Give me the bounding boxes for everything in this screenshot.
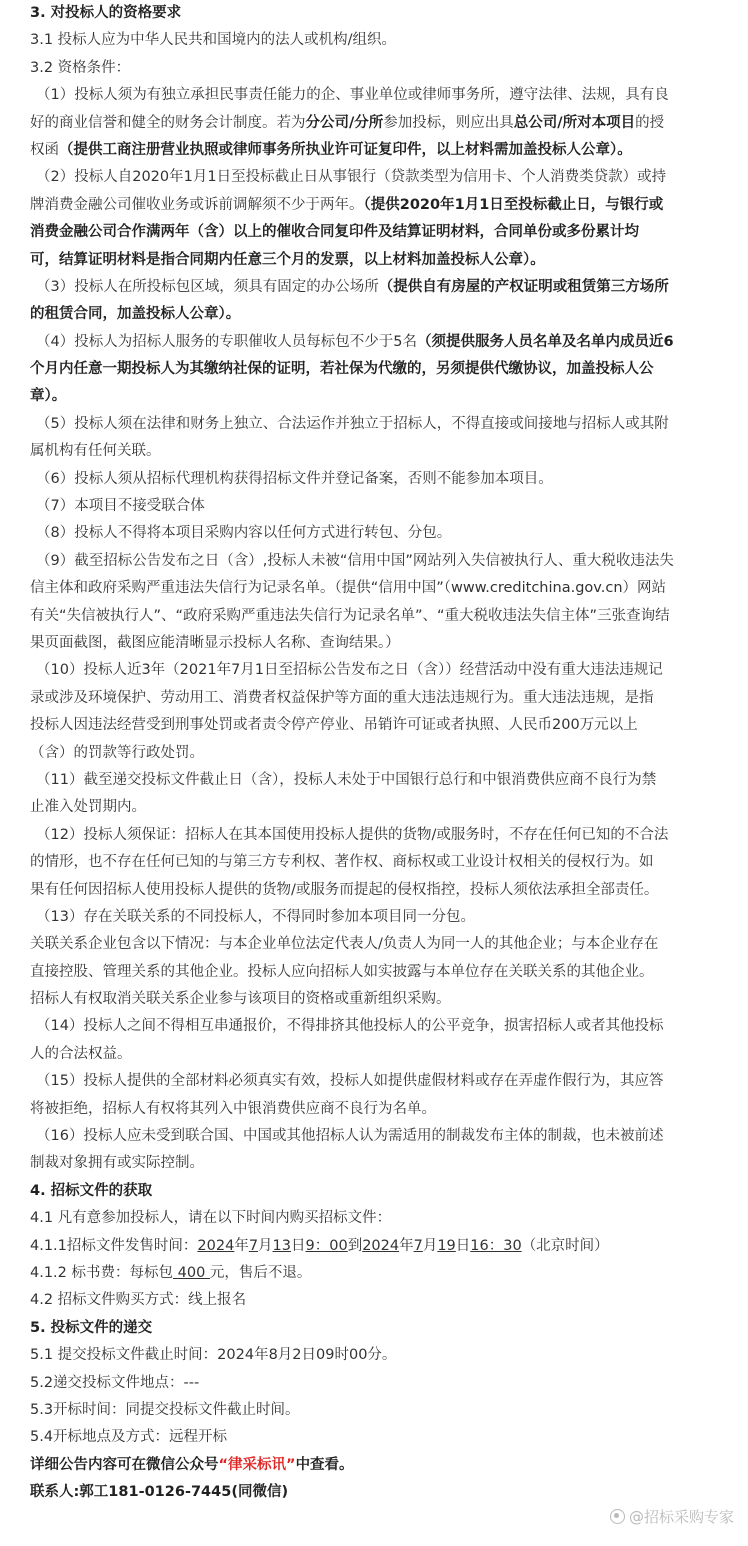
para-4-1: 4.1 凡有意参加投标人，请在以下时间内购买招标文件：: [30, 1210, 392, 1227]
clause-2-line-3: 消费金融公司合作满两年（含）以上的催收合同复印件及结算证明材料，合同单份或多份累计均: [30, 224, 639, 241]
clause-13-line-4: 招标人有权取消关联关系企业参与该项目的资格或重新组织采购。: [30, 991, 451, 1008]
clause-14-line-2: 人的合法权益。: [30, 1045, 132, 1062]
clause-4-line-3: 章）。: [30, 388, 67, 405]
clause-9-line-1: （9）截至招标公告发布之日（含）,投标人未被“信用中国”网站列入失信被执行人、重大税收违法失: [36, 552, 674, 569]
clause-5-line-2: 属机构有任何关联。: [30, 443, 161, 460]
clause-2-line-2: 牌消费金融公司催收业务或诉前调解须不少于两年。（提供2020年1月1日至投标截止日，与银行或: [30, 196, 664, 213]
clause-2-line-4: 可，结算证明材料是指合同期内任意三个月的发票，以上材料加盖投标人公章）。: [30, 251, 545, 268]
clause-9-line-3: 有关“失信被执行人”、“政府采购严重违法失信行为记录名单”、“重大税收违法失信主体”三张查询结: [30, 607, 670, 624]
wechat-account-name: “律采标讯”: [218, 1456, 296, 1473]
clause-10-line-4: （含）的罚款等行政处罚。: [30, 744, 204, 761]
para-4-1-1: 4.1.1招标文件发售时间：2024年7月13日9：00到2024年7月19日16：30（北京时间）: [30, 1237, 609, 1254]
clause-10-line-1: （10）投标人近3年（2021年7月1日至招标公告发布之日（含））经营活动中没有重大违法违规记: [36, 662, 663, 679]
section-3-heading: 3. 对投标人的资格要求: [30, 5, 182, 21]
para-5-4: 5.4开标地点及方式：远程开标: [30, 1429, 228, 1446]
para-5-3: 5.3开标时间：同提交投标文件截止时间。: [30, 1401, 300, 1418]
clause-15-line-2: 将被拒绝，招标人有权将其列入中银消费供应商不良行为名单。: [30, 1100, 436, 1117]
clause-15-line-1: （15）投标人提供的全部材料必须真实有效，投标人如提供虚假材料或存在弄虚作假行为，其应答: [36, 1073, 664, 1090]
clause-12-line-1: （12）投标人须保证：招标人在其本国使用投标人提供的货物/或服务时，不存在任何已知的不合法: [36, 826, 669, 843]
clause-16-line-2: 制裁对象拥有或实际控制。: [30, 1155, 204, 1172]
clause-13-line-2: 关联关系企业包含以下情况：与本企业单位法定代表人/负责人为同一人的其他企业；与本企业存在: [30, 936, 659, 953]
clause-10-line-3: 投标人因违法经营受到刑事处罚或者责令停产停业、吊销许可证或者执照、人民币200万元以上: [30, 717, 638, 734]
clause-11-line-1: （11）截至递交投标文件截止日（含），投标人未处于中国银行总行和中银消费供应商不良行为禁: [36, 771, 657, 788]
clause-1-line-2: 好的商业信誉和健全的财务会计制度。若为分公司/分所参加投标，则应出具总公司/所对本项目的授: [30, 114, 665, 131]
para-3-1: 3.1 投标人应为中华人民共和国境内的法人或机构/组织。: [30, 32, 397, 49]
clause-2-line-1: （2）投标人自2020年1月1日至投标截止日从事银行（贷款类型为信用卡、个人消费类贷款）或持: [36, 169, 667, 186]
clause-1-line-3: 权函（提供工商注册营业执照或律师事务所执业许可证复印件，以上材料需加盖投标人公章）。: [30, 141, 632, 158]
clause-5-line-1: （5）投标人须在法律和财务上独立、合法运作并独立于招标人，不得直接或间接地与招标人或其附: [36, 415, 669, 432]
section-5-heading: 5. 投标文件的递交: [30, 1319, 153, 1336]
para-4-2: 4.2 招标文件购买方式：线上报名: [30, 1292, 247, 1309]
clause-6: （6）投标人须从招标代理机构获得招标文件并登记备案，否则不能参加本项目。: [36, 470, 553, 487]
clause-9-line-4: 果页面截图，截图应能清晰显示投标人名称、查询结果。）: [30, 634, 400, 651]
watermark-logo-icon: [610, 1509, 625, 1524]
clause-4-line-2: 个月内任意一期投标人为其缴纳社保的证明，若社保为代缴的，另须提供代缴协议，加盖投标人公: [30, 361, 654, 378]
wechat-notice: 详细公告内容可在微信公众号“律采标讯”中查看。: [30, 1456, 354, 1473]
clause-3-line-1: （3）投标人在所投标包区域，须具有固定的办公场所（提供自有房屋的产权证明或租赁第三方场所: [36, 278, 669, 295]
para-5-2: 5.2递交投标文件地点：---: [30, 1374, 200, 1391]
clause-16-line-1: （16）投标人应未受到联合国、中国或其他招标人认为需适用的制裁发布主体的制裁，也未被前述: [36, 1128, 664, 1145]
watermark-text: @招标采购专家: [628, 1508, 734, 1526]
clause-12-line-3: 果有任何因招标人使用投标人提供的货物/或服务而提起的侵权指控，投标人须依法承担全部责任。: [30, 881, 659, 898]
clause-4-line-1: （4）投标人为招标人服务的专职催收人员每标包不少于5名（须提供服务人员名单及名单内成员近6: [36, 333, 674, 350]
clause-8: （8）投标人不得将本项目采购内容以任何方式进行转包、分包。: [36, 525, 452, 542]
clause-9-line-2: 信主体和政府采购严重违法失信行为记录名单。（提供“信用中国”（www.creditchina.gov.cn）网站: [30, 580, 667, 597]
clause-13-line-1: （13）存在关联关系的不同投标人，不得同时参加本项目同一分包。: [36, 908, 475, 925]
para-5-1: 5.1 提交投标文件截止时间：2024年8月2日09时00分。: [30, 1347, 397, 1364]
para-4-1-2: 4.1.2 标书费：每标包 400 元，售后不退。: [30, 1264, 312, 1281]
clause-11-line-2: 止准入处罚期内。: [30, 799, 146, 816]
clause-13-line-3: 直接控股、管理关系的其他企业。投标人应向招标人如实披露与本单位存在关联关系的其他企业。: [30, 963, 654, 980]
clause-7: （7）本项目不接受联合体: [36, 498, 205, 515]
clause-3-line-2: 的租赁合同，加盖投标人公章）。: [30, 306, 241, 323]
clause-10-line-2: 录或涉及环境保护、劳动用工、消费者权益保护等方面的重大违法违规行为。重大违法违规，是指: [30, 689, 654, 706]
clause-12-line-2: 的情形，也不存在任何已知的与第三方专利权、著作权、商标权或工业设计权相关的侵权行为。如: [30, 854, 654, 871]
watermark: [610, 1506, 734, 1527]
contact-line: 联系人:郭工181-0126-7445(同微信): [30, 1484, 289, 1501]
clause-1-line-1: （1）投标人须为有独立承担民事责任能力的企、事业单位或律师事务所，遵守法律、法规，具有良: [36, 87, 669, 104]
clause-14-line-1: （14）投标人之间不得相互串通报价，不得排挤其他投标人的公平竞争，损害招标人或者其他投标: [36, 1018, 664, 1035]
para-3-2: 3.2 资格条件：: [30, 59, 131, 76]
section-4-heading: 4. 招标文件的获取: [30, 1182, 153, 1199]
